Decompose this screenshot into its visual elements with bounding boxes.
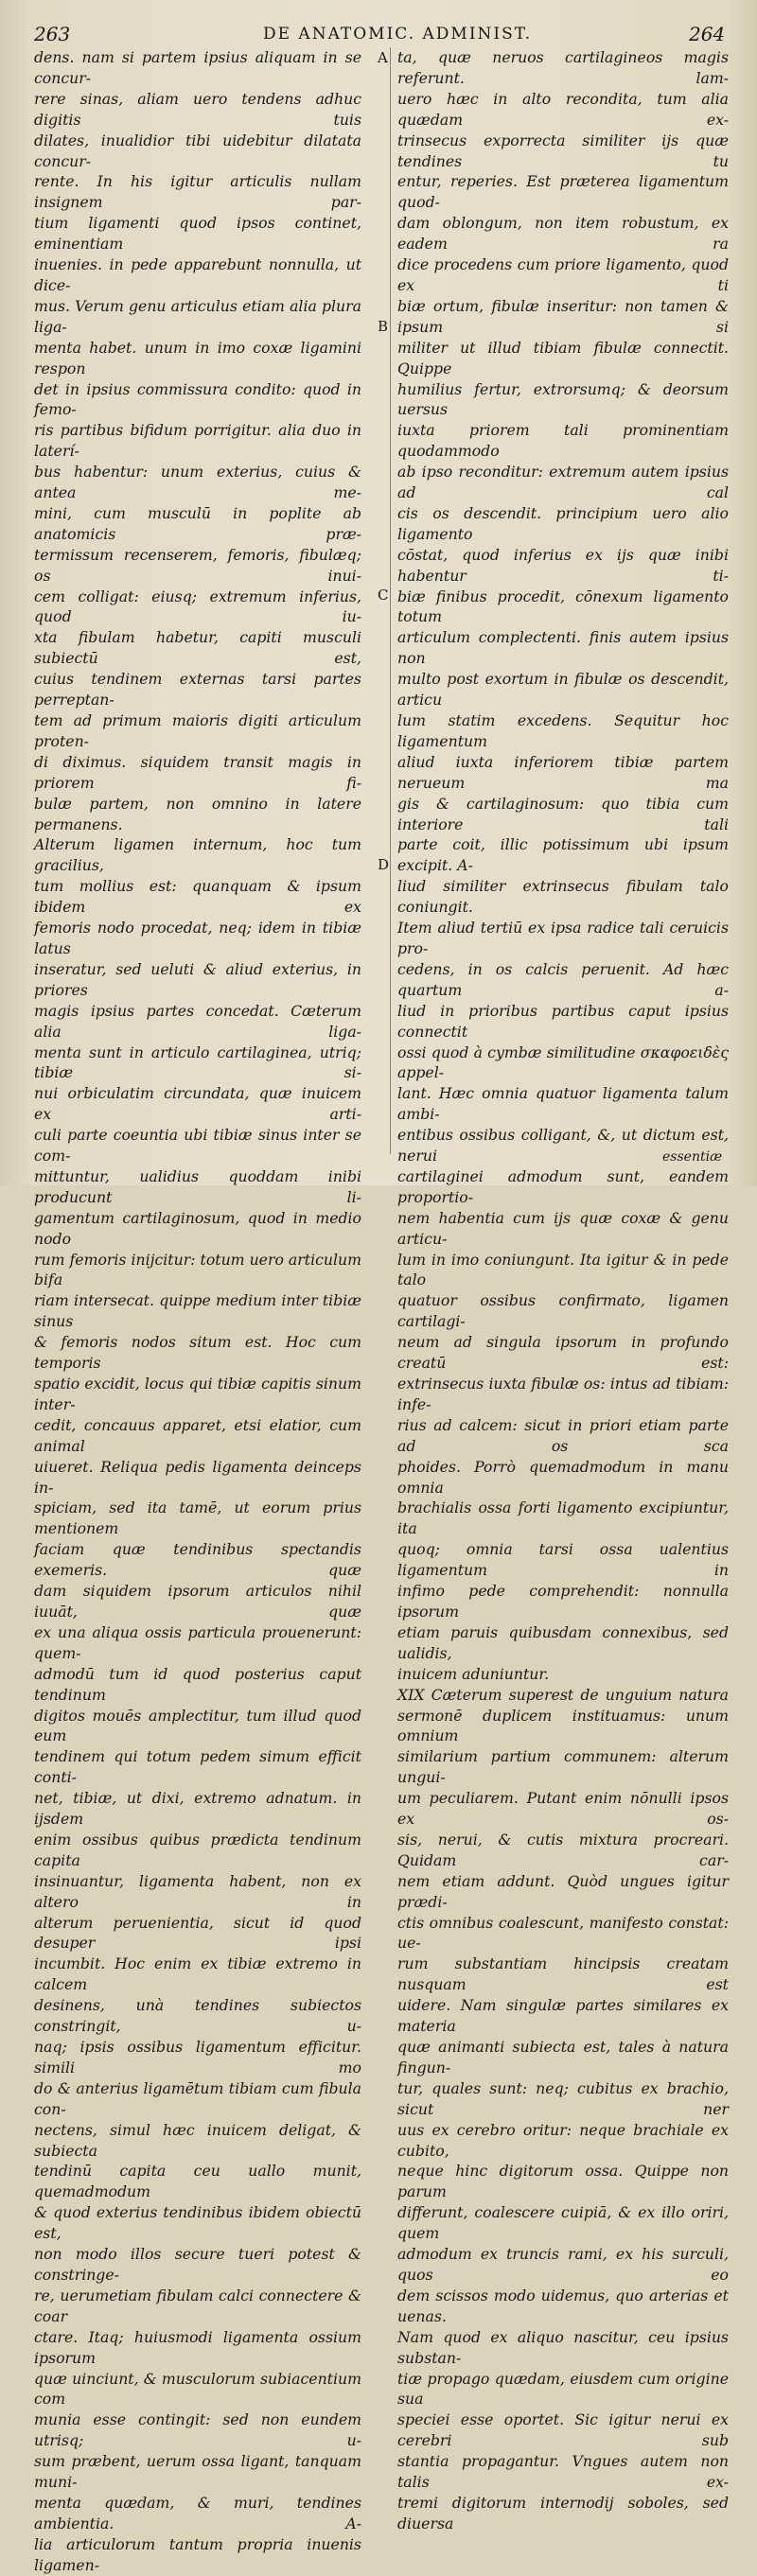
text-line: & quod exterius tendinibus ibidem obiectū est, [34,2203,361,2243]
text-line: alterum peruenientia, sicut id quod desuper ipsi [34,1913,361,1953]
text-line: sis, nerui, & cutis mixtura procreari. Quidam car- [397,1830,729,1869]
text-line: brachialis ossa forti ligamento excipiuntur, ita [397,1498,729,1538]
right-page-number: 264 [689,23,726,45]
text-line: dem scissos modo uidemus, quo arterias et uenas. [397,2286,729,2325]
text-line: dam siquidem ipsorum articulos nihil iuuāt, quæ [34,1582,361,1621]
left-text-column [34,47,361,2574]
catchword: essentiæ [662,1149,723,1165]
margin-marker-d: D [378,856,390,873]
text-line: faciam quæ tendinibus spectandis exemeris. quæ [34,1540,361,1580]
text-line: quoq; omnia tarsi ossa ualentius ligamentum in [397,1540,729,1580]
text-line: quæ animanti subiecta est, tales à natura fingun- [397,2038,729,2077]
text-line: spiciam, sed ita tamē, ut eorum prius mentionem [34,1498,361,1538]
text-line: multo post exortum in fibulæ os descendit, articu [397,670,729,710]
text-line: sum præbent, uerum ossa ligant, tanquam muni- [34,2452,361,2492]
text-line: menta quædam, & muri, tendines ambientia. A- [34,2493,361,2532]
text-line: lum statim excedens. Sequitur hoc ligamentum [397,711,729,750]
text-line: di diximus. siquidem transit magis in priorem fi- [34,752,361,792]
text-line: lant. Hæc omnia quatuor ligamenta talum ambi- [397,1084,729,1124]
text-line: riam intersecat. quippe medium inter tibiæ sinus [34,1291,361,1331]
text-line: militer ut illud tibiam fibulæ connectit. Quippe [397,338,729,377]
text-line: tem ad primum maioris digiti articulum proten- [34,711,361,750]
text-line: ctis omnibus coalescunt, manifesto constat: ue- [397,1913,729,1953]
text-line: nectens, simul hæc inuicem deligat, & subiecta [34,2120,361,2160]
text-line: rum femoris inijcitur: totum uero articulum bifa [34,1250,361,1289]
text-line: trinsecus exporrecta similiter ijs quæ tendines tu [397,131,729,170]
text-line: cedit, concauus apparet, etsi elatior, cum animal [34,1415,361,1455]
text-line: menta sunt in articulo cartilaginea, utriq; tibiæ si- [34,1043,361,1082]
text-line: ris partibus bifidum porrigitur. alia duo in laterí- [34,421,361,461]
text-line: rere sinas, aliam uero tendens adhuc digitis tuis [34,89,361,129]
text-line: Item aliud tertiū ex ipsa radice tali ceruicis pro- [397,919,729,957]
text-line: articulum complectenti. finis autem ipsius non [397,628,729,668]
text-line: parte coit, illic potissimum ubi ipsum excipit. A- [397,835,729,875]
text-line: & femoris nodos situm est. Hoc cum temporis [34,1333,361,1373]
margin-marker-a: A [378,49,388,66]
text-line: net, tibiæ, ut dixi, extremo adnatum. in ijsdem [34,1789,361,1829]
text-line: cartilaginei admodum sunt, eandem proportio- [397,1166,729,1206]
text-line: rum substantiam hincipsis creatam nusquam est [397,1954,729,1994]
text-line: tum mollius est: quanquam & ipsum ibidem ex [34,877,361,917]
text-line: dice procedens cum priore ligamento, quod ex ti [397,255,729,294]
text-line: neque hinc digitorum ossa. Quippe non parum [397,2162,729,2201]
text-line: humilius fertur, extrorsumq; & deorsum uersus [397,379,729,419]
text-line: naq; ipsis ossibus ligamentum efficitur. simili mo [34,2038,361,2077]
text-line: desinens, unà tendines subiectos constringit, u- [34,1996,361,2036]
text-line: admodū tum id quod posterius caput tendinum [34,1664,361,1704]
text-line: nem etiam addunt. Quòd ungues igitur prædi- [397,1871,729,1911]
text-line: dam oblongum, non item robustum, ex eadem ra [397,214,729,254]
text-line: termissum recenserem, femoris, fibulæq; os inui- [34,545,361,585]
text-line: differunt, coalescere cuipiā, & ex illo oriri, quem [397,2203,729,2243]
text-line: det in ipsius commissura condito: quod in femo- [34,379,361,419]
text-line: nui orbiculatim circundata, quæ inuicem ex arti- [34,1084,361,1124]
text-line: iuxta priorem tali prominentiam quodammodo [397,421,729,461]
text-line: menta habet. unum in imo coxæ ligamini respon [34,338,361,377]
text-line: cōstat, quod inferius ex ijs quæ inibi habentur ti- [397,545,729,585]
text-line: bulæ partem, non omnino in latere permanens. [34,794,361,833]
text-line: tur, quales sunt: neq; cubitus ex brachio, sicut ner [397,2078,729,2118]
text-line: inuenies. in pede apparebunt nonnulla, ut dice- [34,255,361,294]
page-header [0,21,757,47]
text-line: similarium partium communem: alterum ungui- [397,1747,729,1787]
text-line: magis ipsius partes concedat. Cæterum alia liga- [34,1001,361,1041]
column-divider [390,47,391,1154]
text-line: mittuntur, ualidius quoddam inibi producunt li- [34,1166,361,1206]
text-line: re, uerumetiam fibulam calci connectere & coar [34,2286,361,2325]
text-line: cis os descendit. principium uero alio ligamento [397,503,729,543]
text-line: biæ finibus procedit, cōnexum ligamento totum [397,587,729,626]
text-line: cem colligat: eiusq; extremum inferius, quod iu- [34,587,361,626]
text-line: biæ ortum, fibulæ inseritur: non tamen & ipsum si [397,296,729,336]
left-page-number: 263 [34,23,71,45]
text-line: inseratur, sed ueluti & aliud exterius, in priores [34,959,361,999]
text-line: xta fibulam habetur, capiti musculi subiectū est, [34,628,361,668]
text-line: enim ossibus quibus prædicta tendinum capita [34,1830,361,1869]
text-line: lia articulorum tantum propria inuenis ligamen- [34,2534,361,2574]
text-line: culi parte coeuntia ubi tibiæ sinus inter se com- [34,1126,361,1165]
text-line: sermonē duplicem instituamus: unum omnium [397,1706,729,1745]
text-line: mus. Verum genu articulus etiam alia plura liga- [34,296,361,336]
text-line: uus ex cerebro oritur: neque brachiale ex cubito, [397,2120,729,2160]
text-line: ta, quæ neruos cartilagineos magis referunt. lam- [397,48,729,87]
margin-marker-c: C [378,587,389,604]
margin-marker-b: B [378,318,389,335]
text-line: XIX Cæterum superest de unguium natura [397,1685,729,1704]
text-line: neum ad singula ipsorum in profundo creatū est: [397,1333,729,1373]
text-line: rente. In his igitur articulis nullam insignem par- [34,172,361,212]
text-line: ab ipso reconditur: extremum autem ipsius ad cal [397,463,729,502]
text-line: spatio excidit, locus qui tibiæ capitis sinum inter- [34,1375,361,1413]
text-line: Alterum ligamen internum, hoc tum gracilius, [34,835,361,875]
text-line: digitos mouēs amplectitur, tum illud quod eum [34,1706,361,1745]
text-line: dens. nam si partem ipsius aliquam in se concur- [34,48,361,87]
text-line: infimo pede comprehendit: nonnulla ipsorum [397,1582,729,1621]
text-line: ossi quod à cymbæ similitudine σκαφοειδὲς appel- [397,1043,729,1082]
text-line: tendinem qui totum pedem simum efficit conti- [34,1747,361,1787]
text-line: tremi digitorum internodij soboles, sed diuersa [397,2493,729,2532]
text-line: admodum ex truncis rami, ex his surculi, quos eo [397,2245,729,2284]
text-line: stantia propagantur. Vngues autem non talis ex- [397,2452,729,2492]
text-line: extrinsecus iuxta fibulæ os: intus ad tibiam: infe- [397,1375,729,1413]
text-line: dilates, inualidior tibi uidebitur dilatata concur- [34,131,361,170]
text-line: tiæ propago quædam, eiusdem cum origine sua [397,2369,729,2409]
text-line: uidere. Nam singulæ partes similares ex materia [397,1996,729,2036]
running-head: DE ANATOMIC. ADMINIST. [262,25,533,44]
text-line: gis & cartilaginosum: quo tibia cum interiore tali [397,794,729,833]
text-line: insinuantur, ligamenta habent, non ex altero in [34,1871,361,1911]
text-line: cedens, in os calcis peruenit. Ad hæc quartum a- [397,959,729,999]
text-line: non modo illos secure tueri potest & constringe- [34,2245,361,2284]
text-line: um peculiarem. Putant enim nōnulli ipsos ex os- [397,1789,729,1829]
text-line: quatuor ossibus confirmato, ligamen cartilagi- [397,1291,729,1331]
text-line: femoris nodo procedat, neq; idem in tibiæ latus [34,919,361,957]
text-line: lum in imo coniungunt. Ita igitur & in pede talo [397,1250,729,1289]
text-line: do & anterius ligamētum tibiam cum fibula con- [34,2078,361,2118]
text-line: phoides. Porrò quemadmodum in manu omnia [397,1457,729,1497]
text-line: nem habentia cum ijs quæ coxæ & genu articu- [397,1208,729,1248]
text-line: entibus ossibus colligant, &, ut dictum est, nerui [397,1126,729,1165]
text-line: incumbit. Hoc enim ex tibiæ extremo in calcem [34,1954,361,1994]
text-line: uiueret. Reliqua pedis ligamenta deinceps in- [34,1457,361,1497]
text-line: tendinū capita ceu uallo munit, quemadmodum [34,2162,361,2201]
text-line: entur, reperies. Est præterea ligamentum quod- [397,172,729,212]
text-line: rius ad calcem: sicut in priori etiam parte ad os sca [397,1415,729,1455]
text-line: munia esse contingit: sed non eundem utrisq; u- [34,2410,361,2450]
right-text-column [397,47,729,2532]
text-line: bus habentur: unum exterius, cuius & antea me- [34,463,361,502]
text-line: inuicem aduniuntur. [397,1664,550,1683]
text-line: aliud iuxta inferiorem tibiæ partem nerueum ma [397,752,729,792]
text-line: cuius tendinem externas tarsi partes perreptan- [34,670,361,710]
text-line: etiam paruis quibusdam connexibus, sed ualidis, [397,1622,729,1662]
text-line: ex una aliqua ossis particula prouenerunt: quem- [34,1622,361,1662]
text-line: tium ligamenti quod ipsos continet, eminentiam [34,214,361,254]
text-line: Nam quod ex aliquo nascitur, ceu ipsius substan- [397,2327,729,2367]
text-line: speciei esse oportet. Sic igitur nerui ex cerebri sub [397,2410,729,2450]
text-line: mini, cum musculū in poplite ab anatomicis præ- [34,503,361,543]
text-line: gamentum cartilaginosum, quod in medio nodo [34,1208,361,1248]
text-line: ctare. Itaq; huiusmodi ligamenta ossium ipsorum [34,2327,361,2367]
text-line: uero hæc in alto recondita, tum alia quædam ex- [397,89,729,129]
text-line: liud in prioribus partibus caput ipsius connectit [397,1001,729,1041]
text-line: quæ uinciunt, & musculorum subiacentium com [34,2369,361,2409]
text-line: liud similiter extrinsecus fibulam talo coniungit. [397,877,729,917]
